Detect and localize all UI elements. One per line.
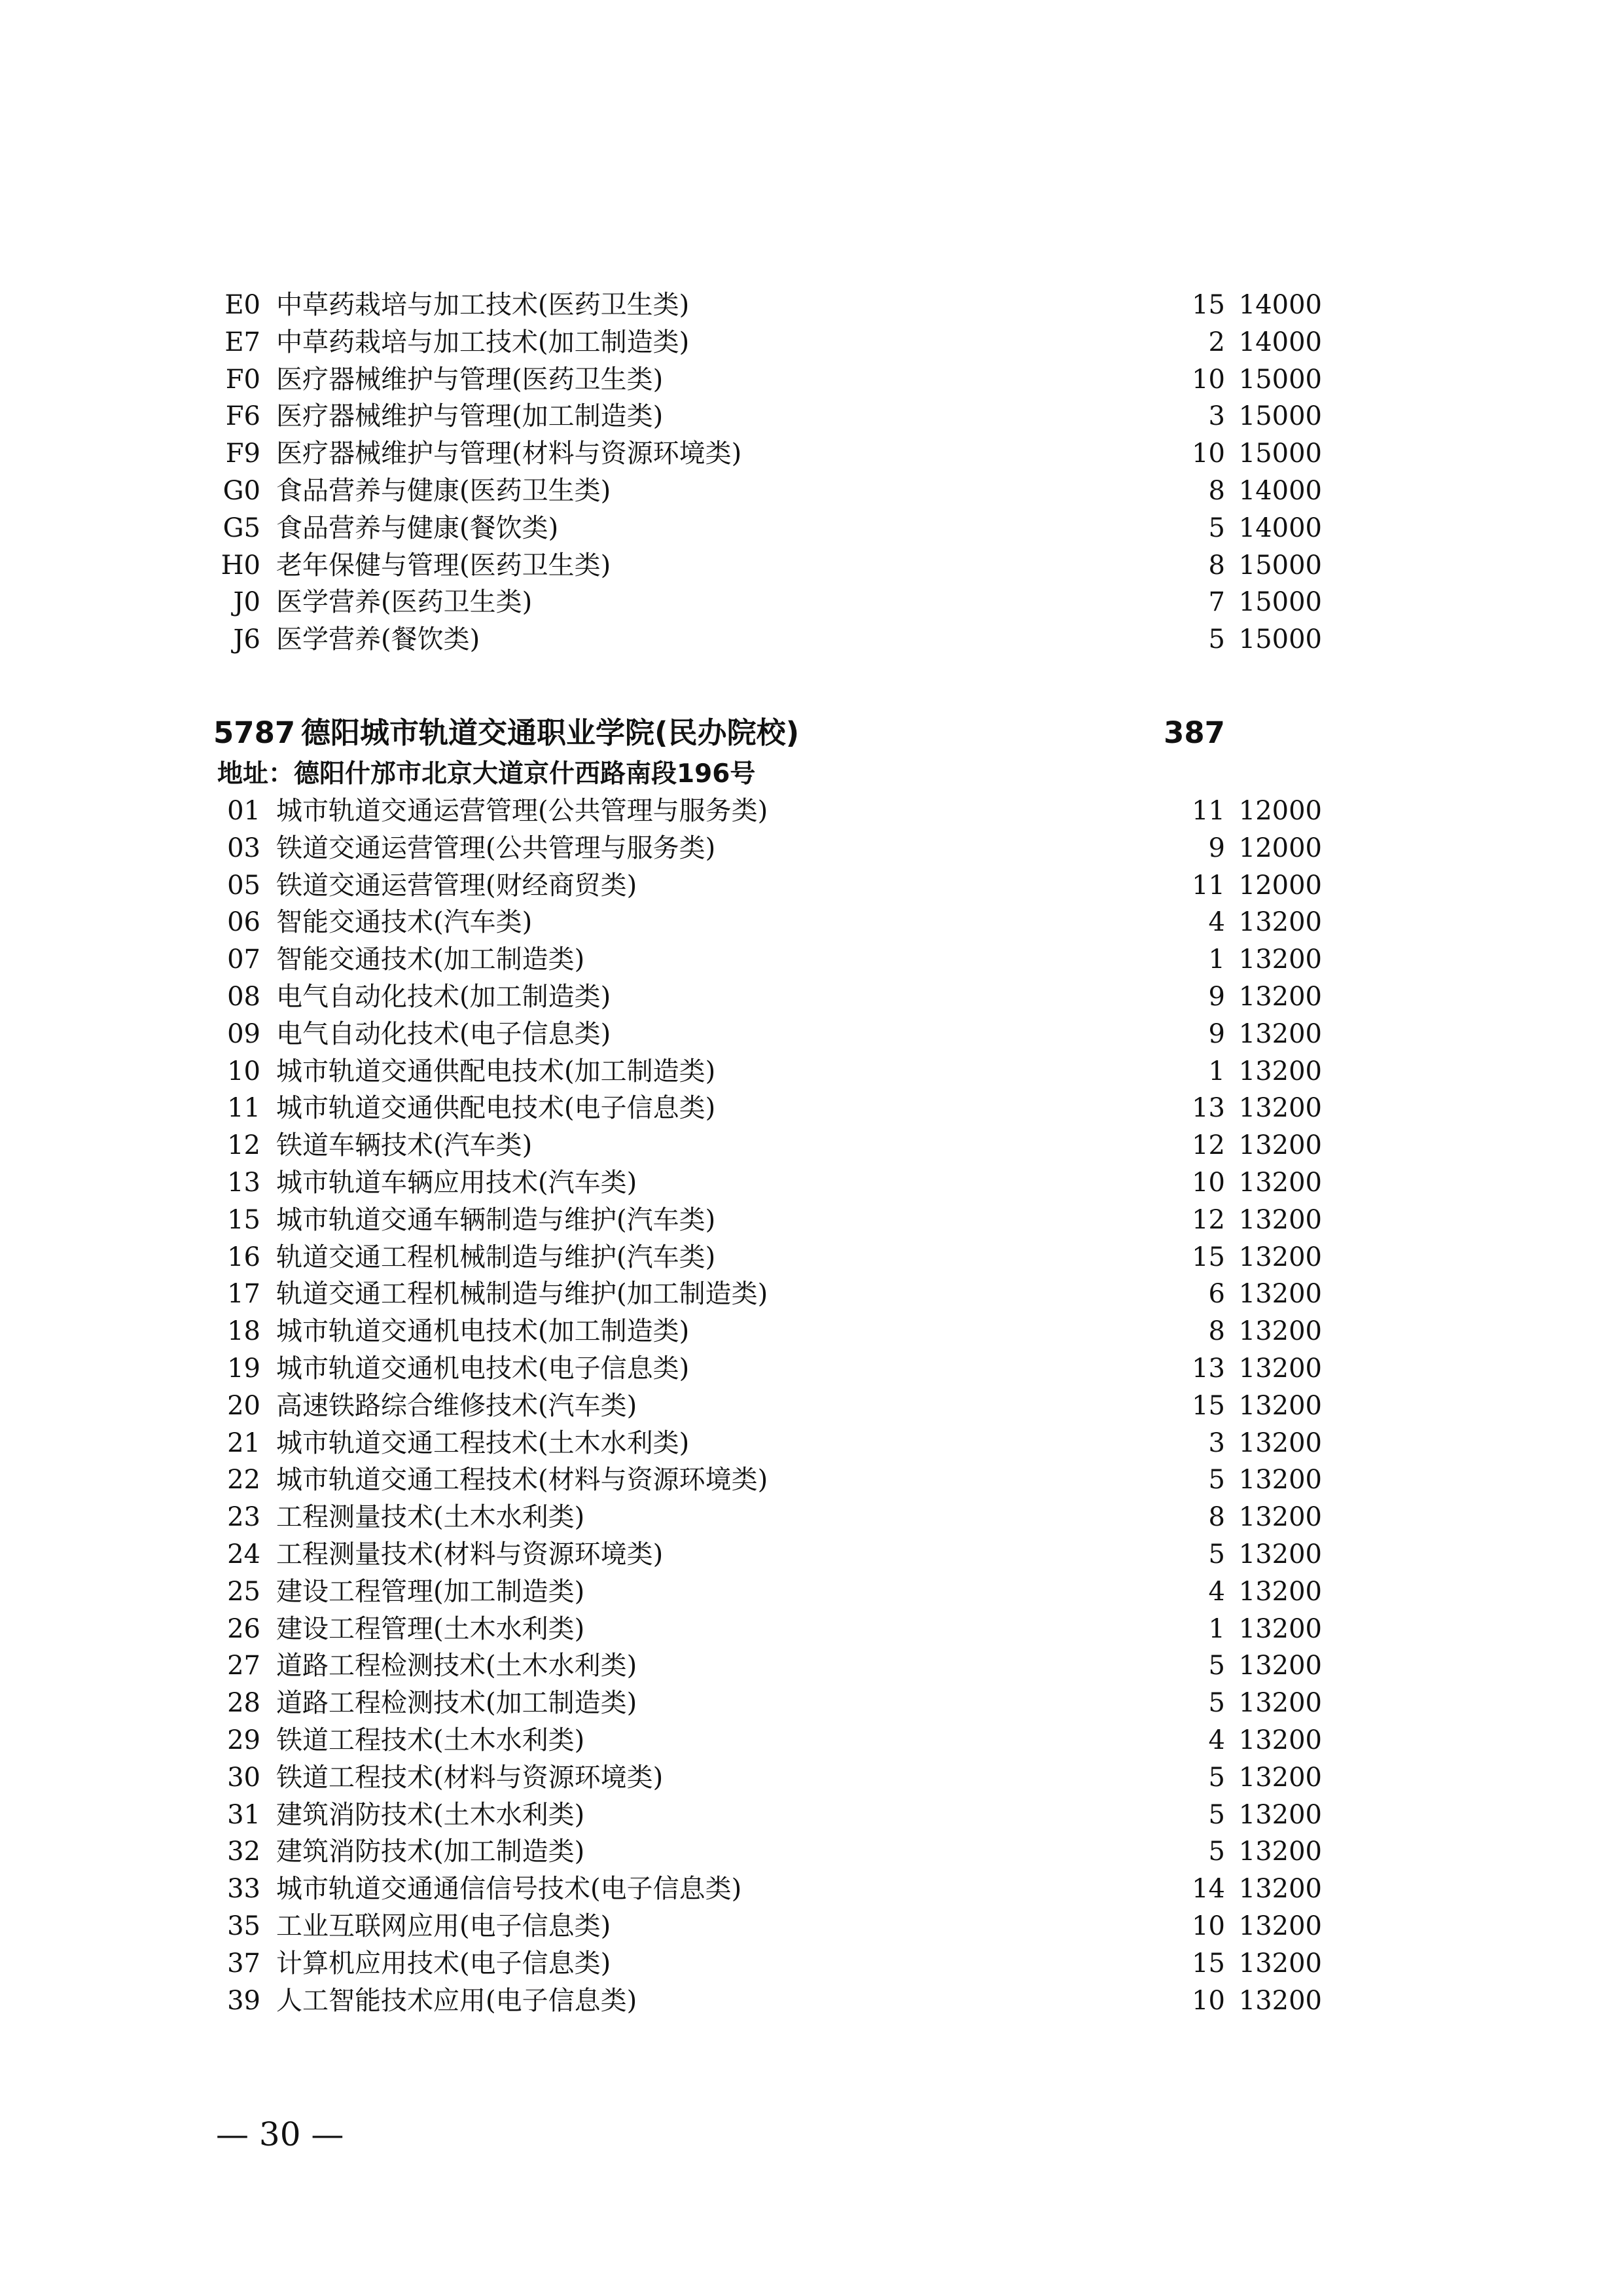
table-row [0, 1908, 1623, 1945]
program-name: 医疗器械维护与管理(加工制造类) [276, 401, 664, 432]
program-code: 32 [227, 1837, 260, 1867]
program-name: 计算机应用技术(电子信息类) [276, 1948, 611, 1979]
enrollment-count: 7 [1208, 587, 1225, 618]
program-code: 20 [227, 1390, 260, 1421]
tuition-fee: 13200 [1238, 1465, 1322, 1496]
program-code: G0 [223, 475, 260, 506]
program-name: 医学营养(医药卫生类) [276, 587, 533, 618]
table-row [0, 1350, 1623, 1388]
tuition-fee: 15000 [1238, 401, 1322, 432]
table-row [0, 361, 1623, 399]
enrollment-count: 5 [1208, 1688, 1225, 1719]
program-name: 建设工程管理(加工制造类) [276, 1576, 585, 1607]
tuition-fee: 13200 [1238, 1910, 1322, 1941]
program-code: 11 [227, 1093, 260, 1124]
table-row [0, 584, 1623, 621]
table-row [0, 1388, 1623, 1425]
tuition-fee: 15000 [1238, 624, 1322, 655]
program-name: 铁道工程技术(材料与资源环境类) [276, 1762, 664, 1793]
tuition-fee: 13200 [1238, 1539, 1322, 1570]
program-name: 建筑消防技术(土木水利类) [276, 1799, 585, 1830]
tuition-fee: 14000 [1238, 475, 1322, 506]
tuition-fee: 15000 [1238, 550, 1322, 581]
program-code: 33 [227, 1874, 260, 1905]
table-row [0, 1685, 1623, 1722]
program-code: 21 [227, 1427, 260, 1458]
table-row [0, 435, 1623, 473]
program-name: 电气自动化技术(加工制造类) [276, 981, 611, 1012]
tuition-fee: 13200 [1238, 1204, 1322, 1235]
enrollment-count: 2 [1208, 327, 1225, 357]
tuition-fee: 13200 [1238, 907, 1322, 938]
program-name: 城市轨道交通供配电技术(加工制造类) [276, 1056, 716, 1086]
program-name: 铁道工程技术(土木水利类) [276, 1725, 585, 1755]
tuition-fee: 13200 [1238, 1985, 1322, 2016]
enrollment-count: 15 [1192, 290, 1225, 320]
program-name: 中草药栽培与加工技术(医药卫生类) [276, 290, 690, 320]
enrollment-count: 5 [1208, 1465, 1225, 1496]
school-program-list [0, 793, 1623, 2019]
program-name: 轨道交通工程机械制造与维护(加工制造类) [276, 1279, 768, 1310]
tuition-fee: 13200 [1238, 944, 1322, 975]
table-row [0, 1164, 1623, 1202]
program-name: 工程测量技术(材料与资源环境类) [276, 1539, 664, 1570]
program-code: 22 [227, 1465, 260, 1496]
program-code: G5 [223, 512, 260, 543]
table-row [0, 1239, 1623, 1276]
table-row [0, 1202, 1623, 1239]
table-row [0, 1425, 1623, 1462]
tuition-fee: 13200 [1238, 1874, 1322, 1905]
table-row [0, 510, 1623, 547]
program-name: 道路工程检测技术(土木水利类) [276, 1651, 637, 1681]
table-row [0, 1945, 1623, 1982]
enrollment-count: 5 [1208, 1539, 1225, 1570]
program-code: 09 [227, 1018, 260, 1049]
table-row [0, 621, 1623, 658]
program-code: 10 [227, 1056, 260, 1086]
program-name: 中草药栽培与加工技术(加工制造类) [276, 327, 690, 357]
table-row [0, 793, 1623, 830]
program-code: H0 [221, 550, 260, 581]
enrollment-count: 5 [1208, 512, 1225, 543]
program-list-continued [0, 287, 1623, 658]
enrollment-count: 1 [1208, 944, 1225, 975]
tuition-fee: 15000 [1238, 587, 1322, 618]
table-row [0, 547, 1623, 584]
table-row [0, 1090, 1623, 1127]
enrollment-count: 5 [1208, 1762, 1225, 1793]
program-name: 建筑消防技术(加工制造类) [276, 1837, 585, 1867]
program-name: 工业互联网应用(电子信息类) [276, 1910, 611, 1941]
program-name: 铁道车辆技术(汽车类) [276, 1130, 533, 1161]
tuition-fee: 13200 [1238, 1613, 1322, 1644]
school-total-count: 387 [1164, 715, 1225, 750]
program-code: 24 [227, 1539, 260, 1570]
program-name: 城市轨道交通工程技术(材料与资源环境类) [276, 1465, 768, 1496]
tuition-fee: 13200 [1238, 1502, 1322, 1533]
program-name: 食品营养与健康(医药卫生类) [276, 475, 611, 506]
table-row [0, 1127, 1623, 1164]
tuition-fee: 12000 [1238, 870, 1322, 901]
program-code: F0 [225, 364, 260, 395]
program-code: 31 [227, 1799, 260, 1830]
program-name: 铁道交通运营管理(公共管理与服务类) [276, 833, 716, 863]
enrollment-count: 4 [1208, 1576, 1225, 1607]
enrollment-count: 3 [1208, 1427, 1225, 1458]
program-name: 城市轨道交通供配电技术(电子信息类) [276, 1093, 716, 1124]
program-name: 建设工程管理(土木水利类) [276, 1613, 585, 1644]
table-row [0, 1797, 1623, 1834]
enrollment-count: 4 [1208, 1725, 1225, 1755]
enrollment-count: 10 [1192, 1167, 1225, 1198]
program-code: 12 [227, 1130, 260, 1161]
enrollment-count: 10 [1192, 364, 1225, 395]
tuition-fee: 13200 [1238, 1576, 1322, 1607]
enrollment-count: 15 [1192, 1390, 1225, 1421]
tuition-fee: 13200 [1238, 1725, 1322, 1755]
tuition-fee: 13200 [1238, 1018, 1322, 1049]
program-code: 17 [227, 1279, 260, 1310]
program-code: 08 [227, 981, 260, 1012]
program-code: 06 [227, 907, 260, 938]
program-name: 智能交通技术(加工制造类) [276, 944, 585, 975]
enrollment-count: 5 [1208, 1651, 1225, 1681]
table-row [0, 1722, 1623, 1759]
school-name: 德阳城市轨道交通职业学院(民办院校) [301, 715, 800, 750]
program-code: 07 [227, 944, 260, 975]
program-code: 29 [227, 1725, 260, 1755]
enrollment-count: 12 [1192, 1130, 1225, 1161]
tuition-fee: 12000 [1238, 796, 1322, 826]
program-code: 28 [227, 1688, 260, 1719]
program-code: 16 [227, 1242, 260, 1272]
enrollment-count: 1 [1208, 1056, 1225, 1086]
table-row [0, 1871, 1623, 1908]
program-code: E7 [224, 327, 260, 357]
program-code: 26 [227, 1613, 260, 1644]
program-code: 30 [227, 1762, 260, 1793]
table-row [0, 1313, 1623, 1350]
enrollment-count: 8 [1208, 1316, 1225, 1347]
program-code: F6 [225, 401, 260, 432]
program-name: 城市轨道交通运营管理(公共管理与服务类) [276, 796, 768, 826]
enrollment-count: 11 [1192, 796, 1225, 826]
program-name: 工程测量技术(土木水利类) [276, 1502, 585, 1533]
tuition-fee: 13200 [1238, 1837, 1322, 1867]
tuition-fee: 13200 [1238, 1056, 1322, 1086]
program-name: 高速铁路综合维修技术(汽车类) [276, 1390, 637, 1421]
enrollment-count: 15 [1192, 1242, 1225, 1272]
enrollment-count: 9 [1208, 1018, 1225, 1049]
tuition-fee: 15000 [1238, 364, 1322, 395]
program-name: 老年保健与管理(医药卫生类) [276, 550, 611, 581]
table-row [0, 867, 1623, 905]
table-row [0, 1573, 1623, 1611]
table-row [0, 1536, 1623, 1573]
table-row [0, 1611, 1623, 1648]
program-code: 39 [227, 1985, 260, 2016]
program-code: J6 [233, 624, 260, 655]
tuition-fee: 13200 [1238, 1279, 1322, 1310]
tuition-fee: 13200 [1238, 1427, 1322, 1458]
tuition-fee: 12000 [1238, 833, 1322, 863]
table-row [0, 1647, 1623, 1685]
enrollment-count: 11 [1192, 870, 1225, 901]
table-row [0, 287, 1623, 324]
table-row [0, 1499, 1623, 1536]
tuition-fee: 13200 [1238, 1948, 1322, 1979]
program-code: J0 [233, 587, 260, 618]
tuition-fee: 15000 [1238, 439, 1322, 469]
tuition-fee: 13200 [1238, 1353, 1322, 1384]
enrollment-count: 10 [1192, 1985, 1225, 2016]
program-name: 医疗器械维护与管理(材料与资源环境类) [276, 439, 742, 469]
enrollment-count: 5 [1208, 1799, 1225, 1830]
enrollment-count: 1 [1208, 1613, 1225, 1644]
table-row [0, 1276, 1623, 1313]
program-name: 城市轨道车辆应用技术(汽车类) [276, 1167, 637, 1198]
program-code: 37 [227, 1948, 260, 1979]
enrollment-count: 8 [1208, 475, 1225, 506]
program-name: 食品营养与健康(餐饮类) [276, 512, 559, 543]
tuition-fee: 13200 [1238, 1093, 1322, 1124]
program-code: 13 [227, 1167, 260, 1198]
tuition-fee: 13200 [1238, 1688, 1322, 1719]
enrollment-count: 15 [1192, 1948, 1225, 1979]
table-row [0, 830, 1623, 867]
program-name: 电气自动化技术(电子信息类) [276, 1018, 611, 1049]
tuition-fee: 14000 [1238, 512, 1322, 543]
program-code: 25 [227, 1576, 260, 1607]
program-name: 城市轨道交通机电技术(加工制造类) [276, 1316, 690, 1347]
table-row [0, 324, 1623, 361]
table-row [0, 473, 1623, 510]
program-name: 城市轨道交通通信信号技术(电子信息类) [276, 1874, 742, 1905]
enrollment-count: 5 [1208, 1837, 1225, 1867]
program-code: F9 [225, 439, 260, 469]
enrollment-count: 6 [1208, 1279, 1225, 1310]
program-code: 27 [227, 1651, 260, 1681]
program-name: 城市轨道交通机电技术(电子信息类) [276, 1353, 690, 1384]
enrollment-count: 9 [1208, 833, 1225, 863]
program-code: 35 [227, 1910, 260, 1941]
program-code: 15 [227, 1204, 260, 1235]
program-name: 轨道交通工程机械制造与维护(汽车类) [276, 1242, 716, 1272]
program-name: 智能交通技术(汽车类) [276, 907, 533, 938]
table-row [0, 1016, 1623, 1053]
table-row [0, 1759, 1623, 1797]
enrollment-count: 4 [1208, 907, 1225, 938]
enrollment-count: 8 [1208, 550, 1225, 581]
program-name: 道路工程检测技术(加工制造类) [276, 1688, 637, 1719]
enrollment-count: 13 [1192, 1353, 1225, 1384]
tuition-fee: 13200 [1238, 1242, 1322, 1272]
program-name: 医疗器械维护与管理(医药卫生类) [276, 364, 664, 395]
program-name: 人工智能技术应用(电子信息类) [276, 1985, 637, 2016]
table-row [0, 398, 1623, 435]
tuition-fee: 13200 [1238, 981, 1322, 1012]
tuition-fee: 13200 [1238, 1762, 1322, 1793]
program-code: E0 [224, 290, 260, 320]
tuition-fee: 13200 [1238, 1316, 1322, 1347]
tuition-fee: 13200 [1238, 1130, 1322, 1161]
enrollment-count: 13 [1192, 1093, 1225, 1124]
enrollment-count: 12 [1192, 1204, 1225, 1235]
program-name: 城市轨道交通工程技术(土木水利类) [276, 1427, 690, 1458]
program-code: 19 [227, 1353, 260, 1384]
tuition-fee: 13200 [1238, 1799, 1322, 1830]
table-row [0, 904, 1623, 941]
enrollment-count: 5 [1208, 624, 1225, 655]
program-code: 18 [227, 1316, 260, 1347]
table-row [0, 978, 1623, 1016]
enrollment-count: 14 [1192, 1874, 1225, 1905]
enrollment-count: 10 [1192, 1910, 1225, 1941]
tuition-fee: 14000 [1238, 290, 1322, 320]
program-code: 03 [227, 833, 260, 863]
page-number: — 30 — [216, 2115, 344, 2153]
tuition-fee: 13200 [1238, 1167, 1322, 1198]
table-row [0, 1462, 1623, 1499]
enrollment-count: 10 [1192, 439, 1225, 469]
enrollment-count: 8 [1208, 1502, 1225, 1533]
tuition-fee: 13200 [1238, 1651, 1322, 1681]
program-code: 23 [227, 1502, 260, 1533]
program-code: 05 [227, 870, 260, 901]
table-row [0, 941, 1623, 978]
table-row [0, 1982, 1623, 2020]
program-code: 01 [227, 796, 260, 826]
enrollment-count: 3 [1208, 401, 1225, 432]
tuition-fee: 14000 [1238, 327, 1322, 357]
program-name: 医学营养(餐饮类) [276, 624, 480, 655]
school-header [0, 710, 1623, 756]
program-name: 铁道交通运营管理(财经商贸类) [276, 870, 637, 901]
program-name: 城市轨道交通车辆制造与维护(汽车类) [276, 1204, 716, 1235]
tuition-fee: 13200 [1238, 1390, 1322, 1421]
school-code: 5787 [213, 715, 296, 750]
table-row [0, 1053, 1623, 1090]
school-address: 地址：德阳什邡市北京大道京什西路南段196号 [217, 759, 756, 789]
table-row [0, 1833, 1623, 1871]
enrollment-count: 9 [1208, 981, 1225, 1012]
